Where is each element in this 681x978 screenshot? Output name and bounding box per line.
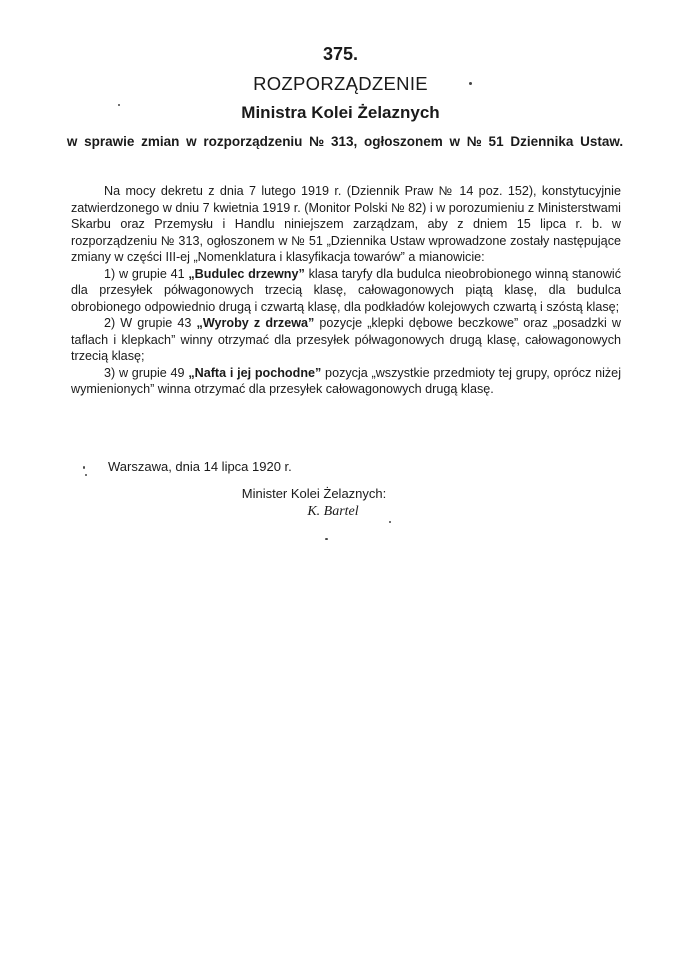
group-name: „Nafta i jej pochodne” <box>188 365 322 380</box>
item-prefix: 3) w grupie 49 <box>104 365 189 380</box>
scan-speck <box>469 82 472 85</box>
regulation-body <box>71 183 621 398</box>
intro-paragraph: Na mocy dekretu z dnia 7 lutego 1919 r. (Dziennik Praw № 14 poz. 152), konstytucyjnie zatwierdzonego w dniu 7 kwietnia 1919 r. (Monitor Polski № 82) i w porozumieniu z Ministerstwami Skarbu oraz Przemysłu i Handlu niniejszem zarządzam, aby z dniem 15 lipca r. b. w rozporządzeniu № 313, ogłoszonem w № 51 „Dziennika Ustaw wprowadzone zostały następujące zmiany w części III-ej „Nomenklatura i klasyfikacja towarów” a mianowicie: <box>71 184 621 264</box>
list-item <box>71 315 621 365</box>
group-name: „Wyroby z drzewa” <box>196 316 315 330</box>
item-text: klasa taryfy dla budulca nieobrobionego winną stanowić dla przesyłek półwagonowych trzecią klasę, całowagonowych piątą klasę, dla budulca obrobionego odpowiednio drugą i czwartą klasę, dla podkładów kolejowych czwartą i szóstą klasę; <box>71 266 622 314</box>
scan-speck <box>83 466 85 469</box>
place-date: Warszawa, dnia 14 lipca 1920 r. <box>108 459 292 474</box>
signature: K. Bartel <box>307 504 359 519</box>
item-text: pozycja „wszystkie przedmioty tej grupy, oprócz niżej wymienionych” winna otrzymać dla przesyłek całowagonowych drugą klasę. <box>71 365 621 396</box>
scan-speck <box>325 538 328 540</box>
issuer-subtitle: Ministra Kolei Żelaznych <box>241 103 440 122</box>
act-number: 375. <box>322 44 359 64</box>
scan-speck <box>118 104 120 106</box>
list-item <box>71 266 621 316</box>
item-text: pozycje „klepki dębowe beczkowe” oraz „posadzki w taflach i klepkach” winny otrzymać dla przesyłek półwagonowych drugą klasę, całowagonowych trzecią klasę; <box>71 316 621 363</box>
scan-speck <box>85 474 87 476</box>
list-item <box>71 365 621 398</box>
regulation-subject: w sprawie zmian w rozporządzeniu № 313, ogłoszonem w № 51 Dziennika Ustaw. <box>66 134 624 149</box>
group-name: „Budulec drzewny” <box>188 266 305 281</box>
document-title: ROZPORZĄDZENIE <box>253 73 428 94</box>
signer-title: Minister Kolei Żelaznych: <box>241 486 387 501</box>
scan-speck <box>389 521 391 523</box>
item-prefix: 1) w grupie 41 <box>104 266 189 281</box>
item-prefix: 2) W grupie 43 <box>104 316 197 330</box>
